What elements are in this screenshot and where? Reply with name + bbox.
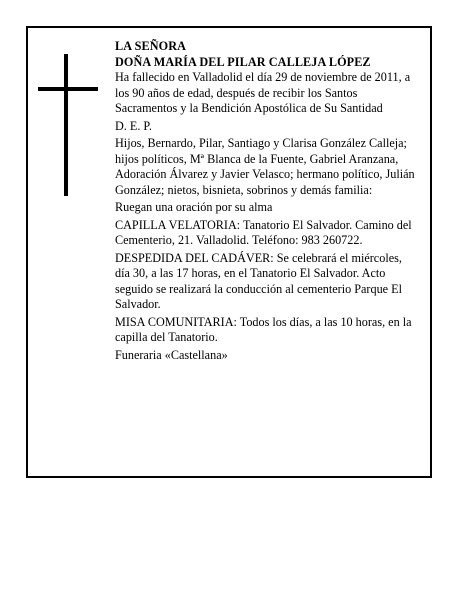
notice-heading: LA SEÑORA [115,39,186,53]
cross-icon [38,54,98,196]
rip-line: D. E. P. [115,118,152,133]
mass-info: MISA COMUNITARIA: Todos los días, a las 10 horas, en la capilla del Tanatorio. [115,314,412,344]
farewell-info: DESPEDIDA DEL CADÁVER: Se celebrará el miércoles, día 30, a las 17 horas, en el Tanatorio El Salvador. Acto seguido se realizará la conducción al cementerio Parque El Salvador. [115,250,402,311]
funeral-home: Funeraria «Castellana» [115,347,228,362]
cross-vertical-bar [64,54,68,196]
family-list: Hijos, Bernardo, Pilar, Santiago y Clarisa González Calleja; hijos políticos, Mª Blanca de la Fuente, Gabriel Aranzana, Adoración Álvarez y Javier Velasco; hermano político, Julián González; nietos, bisnieta, sobrinos y demás familia: [115,136,415,197]
chapel-info: CAPILLA VELATORIA: Tanatorio El Salvador. Camino del Cementerio, 21. Valladolid. Teléfono: 983 260722. [115,217,412,247]
death-announcement: Ha fallecido en Valladolid el día 29 de noviembre de 2011, a los 90 años de edad, después de recibir los Santos Sacramentos y la Bendición Apostólica de Su Santidad [115,70,411,115]
obituary-text [115,39,415,365]
prayer-request: Ruegan una oración por su alma [115,200,273,214]
deceased-name: DOÑA MARÍA DEL PILAR CALLEJA LÓPEZ [115,54,371,69]
cross-horizontal-bar [38,87,98,91]
